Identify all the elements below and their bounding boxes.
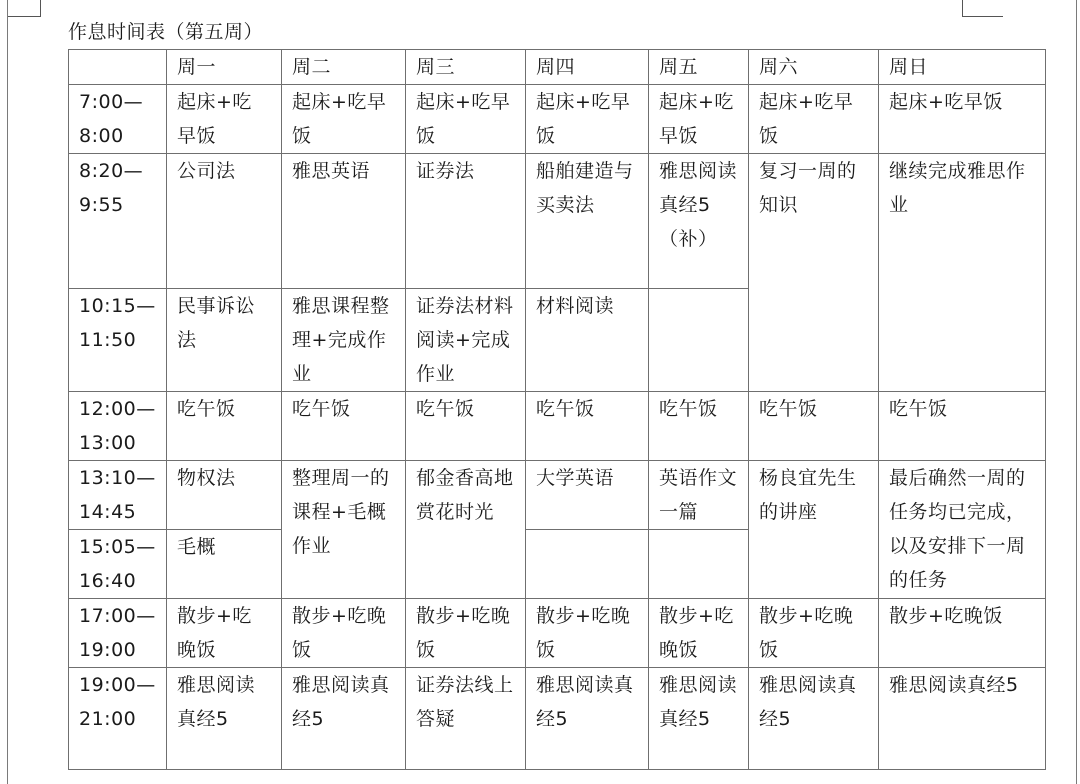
activity-cell: 雅思课程整理+完成作业	[282, 289, 406, 392]
time-cell	[69, 392, 167, 461]
activity-cell: 郁金香高地赏花时光	[406, 461, 526, 599]
time-start: 19:00—	[79, 674, 156, 696]
activity-cell: 公司法	[167, 154, 282, 289]
activity-cell: 证券法线上答疑	[406, 668, 526, 770]
activity-cell: 散步+吃晚饭	[282, 599, 406, 668]
activity-cell: 起床+吃早饭	[749, 85, 879, 154]
time-end: 16:40	[79, 570, 137, 592]
document-title: 作息时间表（第五周）	[68, 21, 264, 43]
time-cell	[69, 530, 167, 599]
time-cell	[69, 85, 167, 154]
activity-cell: 散步+吃晚饭	[406, 599, 526, 668]
header-tuesday: 周二	[282, 50, 406, 85]
activity-cell: 雅思阅读真经5	[879, 668, 1046, 770]
activity-cell: 英语作文一篇	[649, 461, 749, 530]
empty-cell	[649, 289, 749, 392]
activity-cell: 雅思阅读真经5	[167, 668, 282, 770]
page-right-edge	[1076, 0, 1077, 784]
activity-cell: 雅思阅读真经5	[526, 668, 649, 770]
time-start: 15:05—	[79, 536, 156, 558]
crop-mark-top-left	[8, 0, 41, 17]
activity-cell: 复习一周的知识	[749, 154, 879, 392]
time-cell	[69, 154, 167, 289]
activity-cell: 吃午饭	[282, 392, 406, 461]
activity-cell: 材料阅读	[526, 289, 649, 392]
row-lunch	[69, 392, 1046, 461]
activity-cell: 继续完成雅思作业	[879, 154, 1046, 392]
header-friday: 周五	[649, 50, 749, 85]
activity-cell: 吃午饭	[526, 392, 649, 461]
row-session-1	[69, 154, 1046, 289]
time-start: 12:00—	[79, 398, 156, 420]
activity-cell: 雅思阅读真经5	[649, 668, 749, 770]
activity-cell: 起床+吃早饭	[526, 85, 649, 154]
activity-cell: 吃午饭	[749, 392, 879, 461]
activity-cell: 杨良宜先生的讲座	[749, 461, 879, 599]
activity-cell: 吃午饭	[167, 392, 282, 461]
crop-mark-top-right	[962, 0, 1003, 17]
activity-cell: 吃午饭	[649, 392, 749, 461]
activity-cell: 船舶建造与买卖法	[526, 154, 649, 289]
row-dinner	[69, 599, 1046, 668]
time-start: 17:00—	[79, 605, 156, 627]
time-start: 7:00—	[79, 91, 144, 113]
activity-cell: 散步+吃晚饭	[879, 599, 1046, 668]
activity-cell: 民事诉讼法	[167, 289, 282, 392]
header-wednesday: 周三	[406, 50, 526, 85]
time-cell	[69, 668, 167, 770]
time-end: 19:00	[79, 639, 137, 661]
empty-cell	[649, 530, 749, 599]
time-end: 21:00	[79, 708, 137, 730]
page-left-edge	[7, 0, 8, 784]
activity-cell: 起床+吃早饭	[649, 85, 749, 154]
time-cell	[69, 461, 167, 530]
activity-cell: 物权法	[167, 461, 282, 530]
time-cell	[69, 289, 167, 392]
activity-cell: 证券法	[406, 154, 526, 289]
activity-cell: 起床+吃早饭	[879, 85, 1046, 154]
activity-cell: 雅思阅读真经5（补）	[649, 154, 749, 289]
header-corner-cell	[69, 50, 167, 85]
time-end: 14:45	[79, 501, 137, 523]
row-session-3	[69, 461, 1046, 530]
time-end: 11:50	[79, 329, 137, 351]
empty-cell	[526, 530, 649, 599]
activity-cell: 散步+吃晚饭	[526, 599, 649, 668]
time-start: 8:20—	[79, 160, 144, 182]
time-end: 13:00	[79, 432, 137, 454]
time-start: 10:15—	[79, 295, 156, 317]
time-end: 8:00	[79, 125, 124, 147]
schedule-table	[68, 49, 1046, 770]
time-start: 13:10—	[79, 467, 156, 489]
activity-cell: 吃午饭	[879, 392, 1046, 461]
activity-cell: 大学英语	[526, 461, 649, 530]
activity-cell: 吃午饭	[406, 392, 526, 461]
activity-cell: 散步+吃晚饭	[649, 599, 749, 668]
row-evening	[69, 668, 1046, 770]
time-cell	[69, 599, 167, 668]
header-row	[69, 50, 1046, 85]
row-morning	[69, 85, 1046, 154]
activity-cell: 最后确然一周的任务均已完成，以及安排下一周的任务	[879, 461, 1046, 599]
activity-cell: 雅思英语	[282, 154, 406, 289]
activity-cell: 证券法材料阅读+完成作业	[406, 289, 526, 392]
activity-cell: 散步+吃晚饭	[167, 599, 282, 668]
activity-cell: 起床+吃早饭	[282, 85, 406, 154]
activity-cell: 起床+吃早饭	[406, 85, 526, 154]
header-saturday: 周六	[749, 50, 879, 85]
activity-cell: 雅思阅读真经5	[282, 668, 406, 770]
activity-cell: 雅思阅读真经5	[749, 668, 879, 770]
header-monday: 周一	[167, 50, 282, 85]
activity-cell: 散步+吃晚饭	[749, 599, 879, 668]
header-sunday: 周日	[879, 50, 1046, 85]
time-end: 9:55	[79, 194, 124, 216]
header-thursday: 周四	[526, 50, 649, 85]
activity-cell: 整理周一的课程+毛概作业	[282, 461, 406, 599]
activity-cell: 起床+吃早饭	[167, 85, 282, 154]
activity-cell: 毛概	[167, 530, 282, 599]
